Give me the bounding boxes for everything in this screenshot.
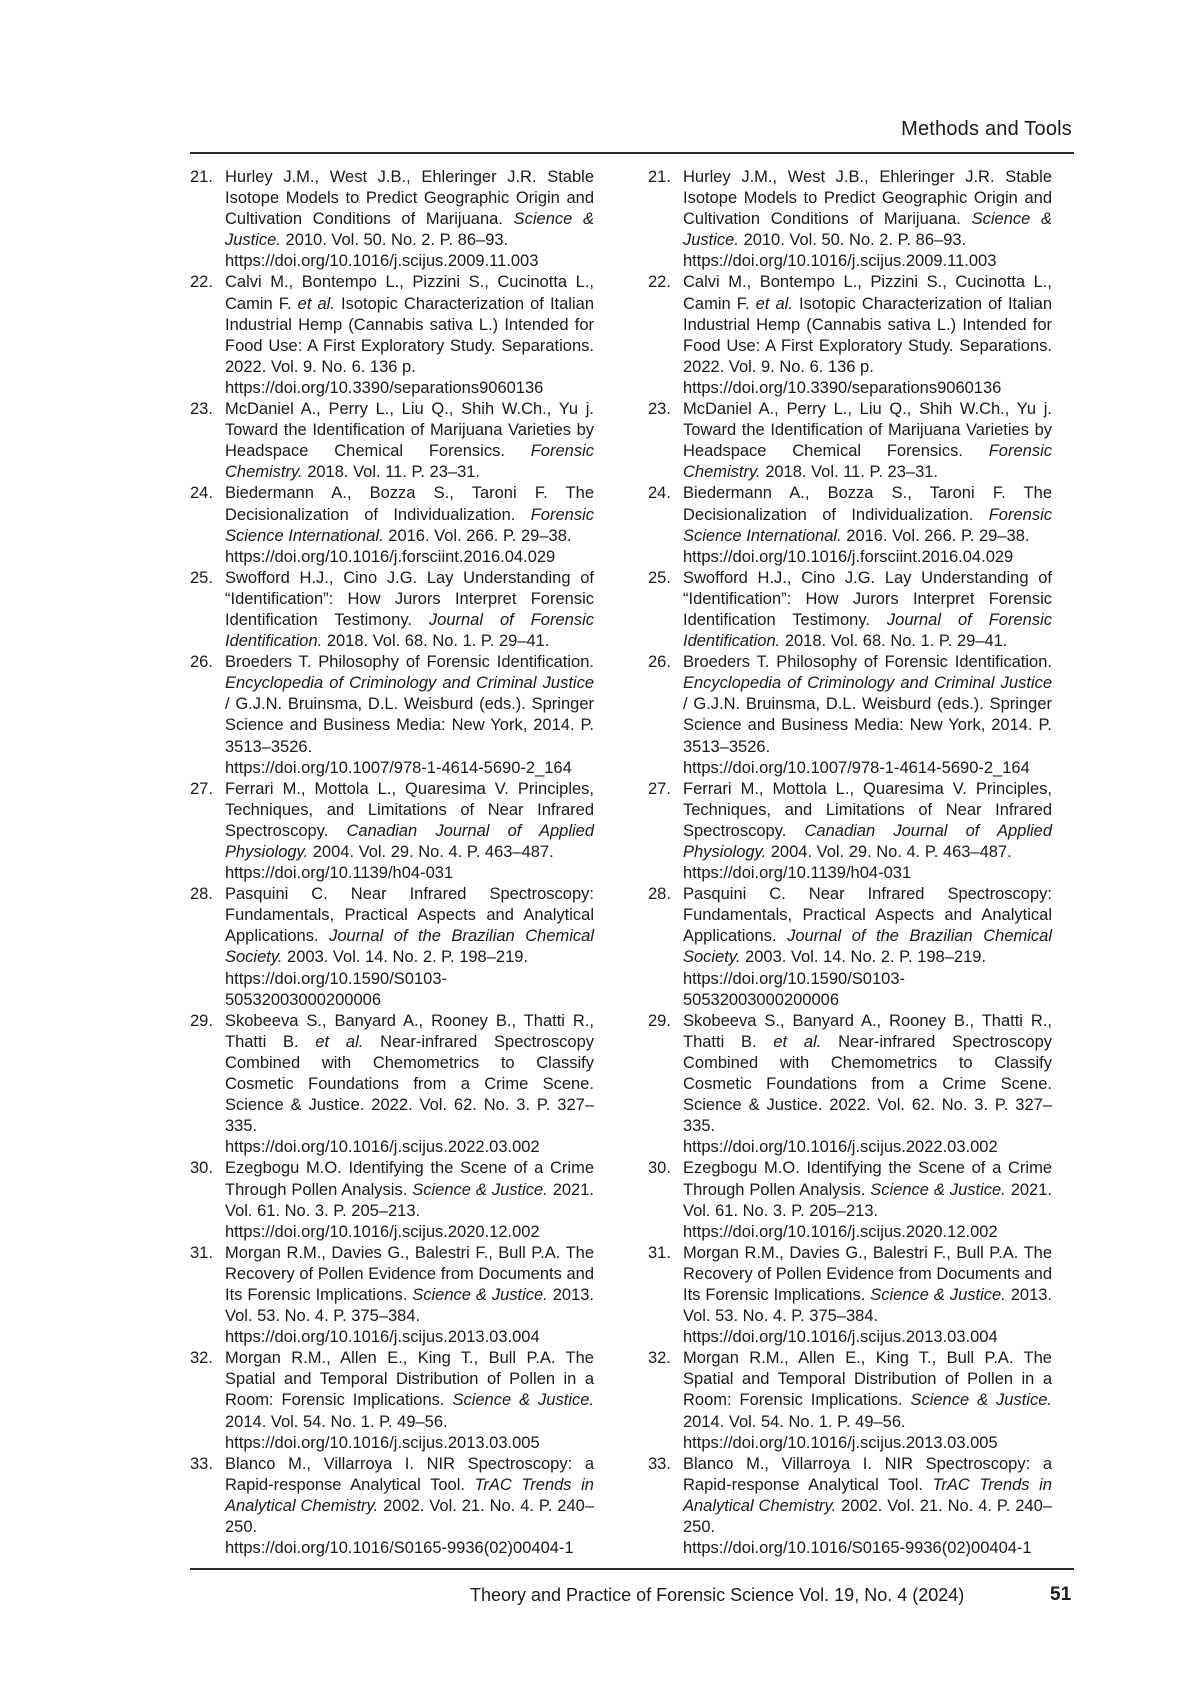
reference-text: Morgan R.M., Davies G., Balestri F., Bull P.A. The Recovery of Pollen Evidence from Documents and Its Forensic Implications. — [225, 1243, 594, 1304]
reference-number: 29. — [648, 1011, 671, 1030]
reference-item — [190, 779, 594, 884]
reference-details: / G.J.N. Bruinsma, D.L. Weisburd (eds.). Springer Science and Business Media: New York, 2014. P. 3513–3526. — [225, 695, 594, 756]
reference-item — [190, 167, 594, 272]
reference-source: et al. — [773, 1032, 822, 1051]
reference-item — [648, 779, 1052, 884]
reference-source: Encyclopedia of Criminology and Criminal Justice — [225, 674, 594, 693]
reference-details: / G.J.N. Bruinsma, D.L. Weisburd (eds.). Springer Science and Business Media: New York, 2014. P. 3513–3526. — [683, 695, 1052, 756]
reference-text: Pasquini C. Near Infrared Spectroscopy: Fundamentals, Practical Aspects and Analytical Applications. — [225, 885, 594, 946]
reference-number: 29. — [190, 1011, 213, 1030]
reference-item — [648, 272, 1052, 399]
reference-doi-link[interactable]: https://doi.org/10.1590/S0103-50532003000200006 — [683, 969, 905, 1009]
reference-source: Science & Justice. — [412, 1285, 548, 1304]
reference-number: 23. — [648, 400, 671, 419]
reference-source: Forensic Science International. — [225, 505, 594, 545]
reference-item — [648, 483, 1052, 567]
reference-source: Canadian Journal of Applied Physiology. — [683, 821, 1052, 861]
reference-number: 30. — [190, 1159, 213, 1178]
reference-text: Pasquini C. Near Infrared Spectroscopy: Fundamentals, Practical Aspects and Analytical Applications. — [683, 885, 1052, 946]
reference-source: Science & Justice. — [870, 1180, 1006, 1199]
page-number: 51 — [1050, 1584, 1072, 1605]
reference-item — [190, 568, 594, 652]
reference-doi-link[interactable]: https://doi.org/10.1016/j.scijus.2022.03.002 — [225, 1138, 540, 1157]
reference-details: 2016. Vol. 266. P. 29–38. — [383, 526, 572, 545]
reference-text: Morgan R.M., Allen E., King T., Bull P.A. The Spatial and Temporal Distribution of Pollen in a Room: Forensic Implications. — [683, 1349, 1052, 1410]
reference-details: 2003. Vol. 14. No. 2. P. 198–219. — [282, 948, 529, 967]
reference-source: Science & Justice. — [412, 1180, 548, 1199]
reference-item — [648, 1454, 1052, 1559]
reference-text: Broeders T. Philosophy of Forensic Identification. — [683, 653, 1052, 672]
reference-doi-link[interactable]: https://doi.org/10.1016/j.scijus.2013.03.004 — [225, 1328, 540, 1347]
reference-number: 27. — [190, 779, 213, 798]
reference-details: 2010. Vol. 50. No. 2. P. 86–93. — [280, 231, 509, 250]
reference-text: Calvi M., Bontempo L., Pizzini S., Cucinotta L., Camin F. — [225, 273, 594, 313]
reference-details: 2016. Vol. 266. P. 29–38. — [841, 526, 1030, 545]
reference-item — [648, 167, 1052, 272]
reference-text: Hurley J.M., West J.B., Ehleringer J.R. Stable Isotope Models to Predict Geographic Origin and Cultivation Conditions of Marijuana. — [683, 168, 1052, 229]
reference-item — [190, 1243, 594, 1348]
reference-doi-link[interactable]: https://doi.org/10.1016/j.scijus.2009.11.003 — [683, 252, 997, 271]
reference-number: 32. — [190, 1349, 213, 1368]
reference-number: 22. — [190, 273, 213, 292]
reference-doi-link[interactable]: https://doi.org/10.1016/j.forsciint.2016.04.029 — [683, 547, 1014, 566]
reference-source: Forensic Chemistry. — [225, 442, 594, 482]
reference-doi-link[interactable]: https://doi.org/10.1590/S0103-50532003000200006 — [225, 969, 447, 1009]
reference-item — [190, 272, 594, 399]
reference-details: 2002. Vol. 21. No. 4. P. 240–250. — [683, 1496, 1052, 1536]
references-column-right — [648, 167, 1052, 1559]
reference-details: 2021. Vol. 61. No. 3. P. 205–213. — [225, 1180, 594, 1220]
reference-doi-link[interactable]: https://doi.org/10.1016/j.scijus.2013.03.005 — [225, 1433, 540, 1452]
footer-journal-citation: Theory and Practice of Forensic Science Vol. 19, No. 4 (2024) — [470, 1585, 965, 1605]
reference-number: 32. — [648, 1349, 671, 1368]
reference-doi-link[interactable]: https://doi.org/10.3390/separations9060136 — [683, 378, 1002, 397]
reference-source: Journal of Forensic Identification. — [683, 610, 1052, 651]
reference-number: 30. — [648, 1159, 671, 1178]
reference-source: et al. — [755, 294, 793, 313]
reference-details: 2014. Vol. 54. No. 1. P. 49–56. — [683, 1412, 906, 1431]
reference-number: 31. — [190, 1243, 213, 1262]
reference-number: 26. — [190, 653, 213, 672]
reference-item — [190, 1158, 594, 1242]
reference-doi-link[interactable]: https://doi.org/10.1016/j.scijus.2020.12.002 — [225, 1222, 540, 1241]
reference-doi-link[interactable]: https://doi.org/10.1139/h04-031 — [683, 864, 912, 883]
reference-text: Swofford H.J., Cino J.G. Lay Understanding of “Identification”: How Jurors Interpret Forensic Identification Testimony. — [225, 568, 594, 629]
reference-doi-link[interactable]: https://doi.org/10.1007/978-1-4614-5690-2_164 — [225, 758, 572, 777]
reference-details: 2010. Vol. 50. No. 2. P. 86–93. — [738, 231, 967, 250]
reference-doi-link[interactable]: https://doi.org/10.1016/j.forsciint.2016.04.029 — [225, 547, 556, 566]
reference-text: Broeders T. Philosophy of Forensic Identification. — [225, 653, 594, 672]
reference-item — [648, 568, 1052, 652]
reference-details: 2018. Vol. 68. No. 1. P. 29–41. — [780, 632, 1008, 651]
reference-details: Isotopic Characterization of Italian Industrial Hemp (Cannabis sativa L.) Intended for Food Use: A First Exploratory Study. Separations. 2022. Vol. 9. No. 6. 136 p. — [683, 294, 1052, 376]
reference-doi-link[interactable]: https://doi.org/10.1016/j.scijus.2009.11.003 — [225, 252, 539, 271]
reference-text: McDaniel A., Perry L., Liu Q., Shih W.Ch., Yu j. Toward the Identification of Marijuana Varieties by Headspace Chemical Forensics. — [683, 400, 1052, 461]
reference-item — [190, 1011, 594, 1159]
reference-details: 2018. Vol. 11. P. 23–31. — [760, 463, 938, 482]
reference-details: 2004. Vol. 29. No. 4. P. 463–487. — [308, 843, 554, 861]
reference-source: TrAC Trends in Analytical Chemistry. — [683, 1475, 1052, 1515]
reference-source: Science & Justice. — [225, 210, 594, 250]
reference-doi-link[interactable]: https://doi.org/10.1016/j.scijus.2020.12.002 — [683, 1222, 998, 1241]
reference-details: 2002. Vol. 21. No. 4. P. 240–250. — [225, 1496, 594, 1536]
reference-source: Science & Justice. — [452, 1391, 594, 1410]
header-section-title: Methods and Tools — [901, 118, 1072, 140]
reference-details: 2021. Vol. 61. No. 3. P. 205–213. — [683, 1180, 1052, 1220]
reference-text: Calvi M., Bontempo L., Pizzini S., Cucinotta L., Camin F. — [683, 273, 1052, 313]
reference-text: McDaniel A., Perry L., Liu Q., Shih W.Ch., Yu j. Toward the Identification of Marijuana Varieties by Headspace Chemical Forensics. — [225, 400, 594, 461]
reference-number: 24. — [648, 484, 671, 503]
reference-item — [190, 884, 594, 1011]
reference-source: Science & Justice. — [870, 1285, 1006, 1304]
reference-number: 33. — [648, 1454, 671, 1473]
reference-source: Journal of the Brazilian Chemical Society. — [225, 927, 595, 967]
reference-item — [190, 652, 594, 779]
reference-number: 28. — [648, 885, 671, 904]
reference-source: et al. — [297, 294, 335, 313]
reference-text: Ferrari M., Mottola L., Quaresima V. Principles, Techniques, and Limitations of Near Infrared Spectroscopy. — [683, 779, 1052, 840]
reference-number: 23. — [190, 400, 213, 419]
reference-source: Science & Justice. — [910, 1391, 1052, 1410]
reference-source: Science & Justice. — [683, 210, 1052, 250]
reference-text: Swofford H.J., Cino J.G. Lay Understanding of “Identification”: How Jurors Interpret Forensic Identification Testimony. — [683, 568, 1052, 629]
reference-text: Morgan R.M., Davies G., Balestri F., Bull P.A. The Recovery of Pollen Evidence from Documents and Its Forensic Implications. — [683, 1243, 1052, 1304]
reference-number: 26. — [648, 653, 671, 672]
reference-source: Forensic Chemistry. — [683, 442, 1052, 482]
references-column-left — [190, 167, 594, 1559]
reference-text: Ezegbogu M.O. Identifying the Scene of a Crime Through Pollen Analysis. — [683, 1159, 1052, 1199]
reference-details: Near-infrared Spectroscopy Combined with Chemometrics to Classify Cosmetic Foundations from a Crime Scene. Science & Justice. 2022. Vol. 62. No. 3. P. 327–335. — [683, 1032, 1053, 1136]
reference-details: 2013. Vol. 53. No. 4. P. 375–384. — [683, 1285, 1053, 1326]
reference-item — [648, 1348, 1052, 1453]
reference-doi-link[interactable]: https://doi.org/10.1016/j.scijus.2013.03.004 — [683, 1328, 998, 1347]
reference-doi-link[interactable]: https://doi.org/10.1016/j.scijus.2013.03.005 — [683, 1433, 998, 1452]
reference-doi-link[interactable]: https://doi.org/10.1016/S0165-9936(02)00404-1 — [225, 1539, 574, 1558]
reference-item — [190, 399, 594, 483]
reference-list — [190, 167, 594, 1559]
reference-item — [190, 483, 594, 567]
reference-text: Skobeeva S., Banyard A., Rooney B., Thatti R., Thatti B. — [683, 1011, 1052, 1051]
reference-details: 2018. Vol. 68. No. 1. P. 29–41. — [322, 632, 550, 651]
reference-source: TrAC Trends in Analytical Chemistry. — [225, 1475, 594, 1515]
reference-number: 28. — [190, 885, 213, 904]
reference-text: Blanco M., Villarroya I. NIR Spectroscopy: a Rapid-response Analytical Tool. — [683, 1454, 1052, 1494]
reference-source: Forensic Science International. — [683, 505, 1052, 545]
reference-number: 25. — [648, 568, 671, 587]
reference-item — [190, 1454, 594, 1559]
reference-text: Morgan R.M., Allen E., King T., Bull P.A. The Spatial and Temporal Distribution of Pollen in a Room: Forensic Implications. — [225, 1349, 594, 1410]
reference-text: Biedermann A., Bozza S., Taroni F. The Decisionalization of Individualization. — [683, 484, 1052, 524]
reference-source: Canadian Journal of Applied Physiology. — [225, 821, 594, 861]
reference-details: 2014. Vol. 54. No. 1. P. 49–56. — [225, 1412, 448, 1431]
reference-number: 25. — [190, 568, 213, 587]
reference-number: 33. — [190, 1454, 213, 1473]
reference-text: Hurley J.M., West J.B., Ehleringer J.R. Stable Isotope Models to Predict Geographic Origin and Cultivation Conditions of Marijuana. — [225, 168, 594, 229]
reference-source: Journal of the Brazilian Chemical Society. — [683, 927, 1053, 967]
reference-number: 21. — [190, 168, 213, 186]
reference-item — [648, 399, 1052, 483]
reference-text: Skobeeva S., Banyard A., Rooney B., Thatti R., Thatti B. — [225, 1011, 594, 1051]
reference-item — [190, 1348, 594, 1453]
footer-rule — [190, 1568, 1074, 1570]
reference-doi-link[interactable]: https://doi.org/10.3390/separations9060136 — [225, 378, 544, 397]
reference-item — [648, 884, 1052, 1011]
reference-list — [648, 167, 1052, 1559]
reference-text: Biedermann A., Bozza S., Taroni F. The Decisionalization of Individualization. — [225, 484, 594, 524]
reference-doi-link[interactable]: https://doi.org/10.1016/S0165-9936(02)00404-1 — [683, 1539, 1032, 1558]
reference-text: Blanco M., Villarroya I. NIR Spectroscopy: a Rapid-response Analytical Tool. — [225, 1454, 594, 1494]
reference-item — [648, 652, 1052, 779]
reference-details: 2013. Vol. 53. No. 4. P. 375–384. — [225, 1285, 595, 1326]
reference-details: 2004. Vol. 29. No. 4. P. 463–487. — [766, 843, 1012, 861]
reference-doi-link[interactable]: https://doi.org/10.1007/978-1-4614-5690-2_164 — [683, 758, 1030, 777]
reference-doi-link[interactable]: https://doi.org/10.1139/h04-031 — [225, 864, 454, 883]
reference-item — [648, 1011, 1052, 1159]
reference-number: 31. — [648, 1243, 671, 1262]
reference-details: 2003. Vol. 14. No. 2. P. 198–219. — [740, 948, 987, 967]
reference-item — [648, 1243, 1052, 1348]
reference-text: Ezegbogu M.O. Identifying the Scene of a Crime Through Pollen Analysis. — [225, 1159, 594, 1199]
header-rule — [190, 152, 1074, 154]
reference-item — [648, 1158, 1052, 1242]
reference-source: et al. — [315, 1032, 364, 1051]
reference-details: 2018. Vol. 11. P. 23–31. — [302, 463, 480, 482]
reference-details: Isotopic Characterization of Italian Industrial Hemp (Cannabis sativa L.) Intended for Food Use: A First Exploratory Study. Separations. 2022. Vol. 9. No. 6. 136 p. — [225, 294, 594, 376]
reference-number: 27. — [648, 779, 671, 798]
reference-source: Encyclopedia of Criminology and Criminal Justice — [683, 674, 1052, 693]
reference-doi-link[interactable]: https://doi.org/10.1016/j.scijus.2022.03.002 — [683, 1138, 998, 1157]
reference-number: 22. — [648, 273, 671, 292]
reference-number: 24. — [190, 484, 213, 503]
reference-details: Near-infrared Spectroscopy Combined with Chemometrics to Classify Cosmetic Foundations from a Crime Scene. Science & Justice. 2022. Vol. 62. No. 3. P. 327–335. — [225, 1032, 595, 1136]
reference-number: 21. — [648, 168, 671, 186]
reference-source: Journal of Forensic Identification. — [225, 610, 594, 651]
reference-text: Ferrari M., Mottola L., Quaresima V. Principles, Techniques, and Limitations of Near Infrared Spectroscopy. — [225, 779, 594, 840]
